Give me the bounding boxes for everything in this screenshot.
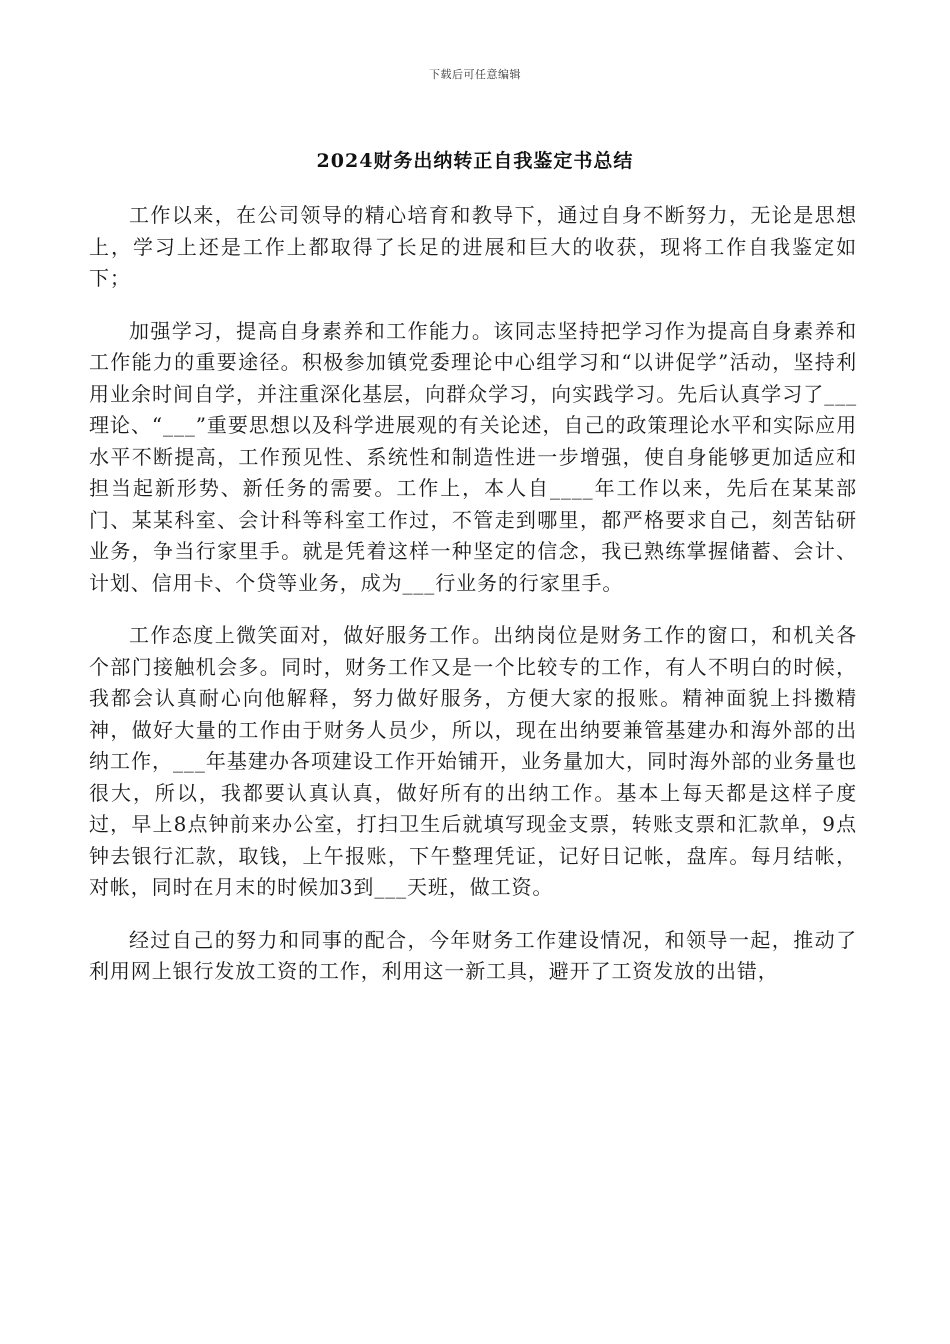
paragraph-achievement: 经过自己的努力和同事的配合，今年财务工作建设情况，和领导一起，推动了利用网上银行发放工资的工作，利用这一新工具，避开了工资发放的出错， [89,927,857,983]
paragraph-intro: 工作以来，在公司领导的精心培育和教导下，通过自身不断努力，无论是思想上，学习上还是工作上都取得了长足的进展和巨大的收获，现将工作自我鉴定如下； [89,203,857,290]
document-title: 2024财务出纳转正自我鉴定书总结 [316,150,634,172]
paragraph-study: 加强学习，提高自身素养和工作能力。该同志坚持把学习作为提高自身素养和工作能力的重要途径。积极参加镇党委理论中心组学习和“以讲促学”活动，坚持利用业余时间自学，并注重深化基层，向群众学习，向实践学习。先后认真学习了___理论、“___”重要思想以及科学进展观的有关论述，自己的政策理论水平和实际应用水平不断提高，工作预见性、系统性和制造性进一步增强，使自身能够更加适应和担当起新形势、新任务的需要。工作上，本人自____年工作以来，先后在某某部门、某某科室、会计科等科室工作过，不管走到哪里，都严格要求自己，刻苦钻研业务，争当行家里手。就是凭着这样一种坚定的信念，我已熟练掌握储蓄、会计、计划、信用卡、个贷等业务，成为___行业务的行家里手。 [89,318,857,595]
document-body [89,200,857,1009]
header-note: 下载后可任意编辑 [429,68,521,81]
paragraph-attitude: 工作态度上微笑面对，做好服务工作。出纳岗位是财务工作的窗口，和机关各个部门接触机会多。同时，财务工作又是一个比较专的工作，有人不明白的时候，我都会认真耐心向他解释，努力做好服务，方便大家的报账。精神面貌上抖擞精神，做好大量的工作由于财务人员少，所以，现在出纳要兼管基建办和海外部的出纳工作，___年基建办各项建设工作开始铺开，业务量加大，同时海外部的业务量也很大，所以，我都要认真认真，做好所有的出纳工作。基本上每天都是这样子度过，早上8点钟前来办公室，打扫卫生后就填写现金支票，转账支票和汇款单，9点钟去银行汇款，取钱，上午报账，下午整理凭证，记好日记帐，盘库。每月结帐，对帐，同时在月末的时候加3到___天班，做工资。 [89,623,857,899]
